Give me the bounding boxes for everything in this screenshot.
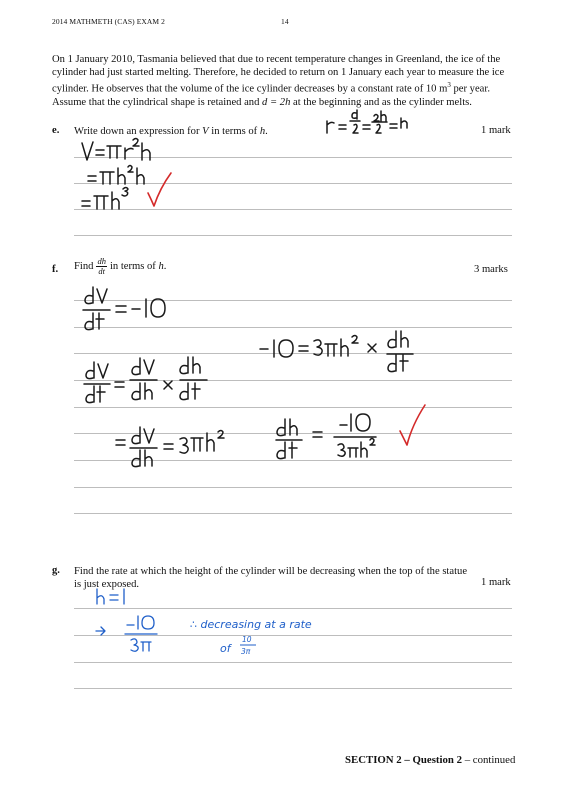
exam-title: 2014 MATHMETH (CAS) EXAM 2: [52, 17, 166, 26]
answer-line: [74, 688, 512, 689]
answer-line: [74, 300, 512, 301]
handwriting-g-line1: [97, 589, 124, 604]
handwriting-f-right1: [260, 331, 413, 372]
svg-text:3π: 3π: [241, 647, 251, 656]
question-e-text: [74, 125, 268, 138]
footer: [345, 754, 515, 766]
check-mark-icon: [400, 405, 425, 445]
answer-line: [74, 235, 512, 236]
answer-line: [74, 380, 512, 381]
answer-line: [74, 353, 512, 354]
intro-paragraph: [52, 53, 512, 109]
intro-text-b: per year. Assume that the cylindrical shape is retained and: [52, 83, 490, 109]
answer-line: [74, 460, 512, 461]
svg-text:10: 10: [242, 635, 252, 644]
answer-line: [74, 487, 512, 488]
question-f-frac-den: dt: [98, 266, 105, 276]
question-e-label: e.: [52, 125, 60, 136]
answer-line: [74, 513, 512, 514]
question-f-text-c: .: [163, 260, 167, 272]
handwriting-g-line2: [96, 616, 157, 651]
handwriting-e-line2: [88, 166, 144, 185]
handwriting-g-line3: [190, 618, 312, 656]
question-g-text: Find the rate at which the height of the cylinder will be decreasing when the top of the statue is just exposed.: [74, 566, 468, 590]
question-e-text-a: Write down an expression for: [74, 126, 203, 137]
answer-line: [74, 662, 512, 663]
handwriting-f-line1: [83, 287, 165, 330]
question-e-text-c: .: [265, 126, 268, 137]
answer-line: [74, 157, 512, 158]
footer-continued: continued: [472, 754, 516, 766]
svg-text:of: of: [220, 642, 231, 655]
question-f-text: [74, 257, 166, 276]
question-f-label: f.: [52, 264, 59, 275]
question-f-fraction: [96, 257, 107, 276]
svg-text:∴ decreasing at a rate: ∴ decreasing at a rate: [190, 618, 312, 631]
question-f-text-a: Find: [74, 260, 94, 272]
handwriting-e-line3: [82, 188, 128, 210]
question-g-marks: 1 mark: [481, 577, 511, 588]
question-f-marks: 3 marks: [474, 264, 508, 275]
handwriting-f-right2: [276, 414, 376, 459]
answer-line: [74, 327, 512, 328]
answer-line: [74, 183, 512, 184]
check-mark-icon: [148, 173, 171, 206]
question-f-text-b: in terms of: [109, 260, 159, 272]
answer-line: [74, 635, 512, 636]
intro-text-c: at the beginning and as the cylinder melts.: [290, 97, 472, 109]
page-number: 14: [281, 17, 289, 26]
question-e-var-h: h: [259, 126, 266, 137]
question-e-text-b: in terms of: [208, 126, 260, 137]
question-f-frac-num: dh: [97, 256, 106, 266]
handwriting-e-side-note: [327, 110, 407, 133]
question-f-var-h: h: [158, 260, 164, 272]
footer-section: SECTION 2 – Question 2: [345, 754, 462, 766]
intro-superscript: 3: [447, 81, 451, 90]
question-e-var-v: V: [202, 126, 209, 137]
intro-condition: d = 2h: [262, 97, 291, 109]
answer-line: [74, 209, 512, 210]
intro-text-a: On 1 January 2010, Tasmania believed that due to recent temperature changes in Greenland, the ice of the cylinder had just started melting. Therefore, he decided to return on 1 January each year to measure the ice cylinder. He observes that the volume of the ice cylinder decreases by a constant rate of 10 m: [52, 54, 505, 95]
question-e-marks: 1 mark: [481, 125, 511, 136]
answer-line: [74, 407, 512, 408]
answer-line: [74, 608, 512, 609]
question-g-label: g.: [52, 565, 60, 576]
footer-dash: –: [462, 754, 473, 766]
answer-line: [74, 433, 512, 434]
